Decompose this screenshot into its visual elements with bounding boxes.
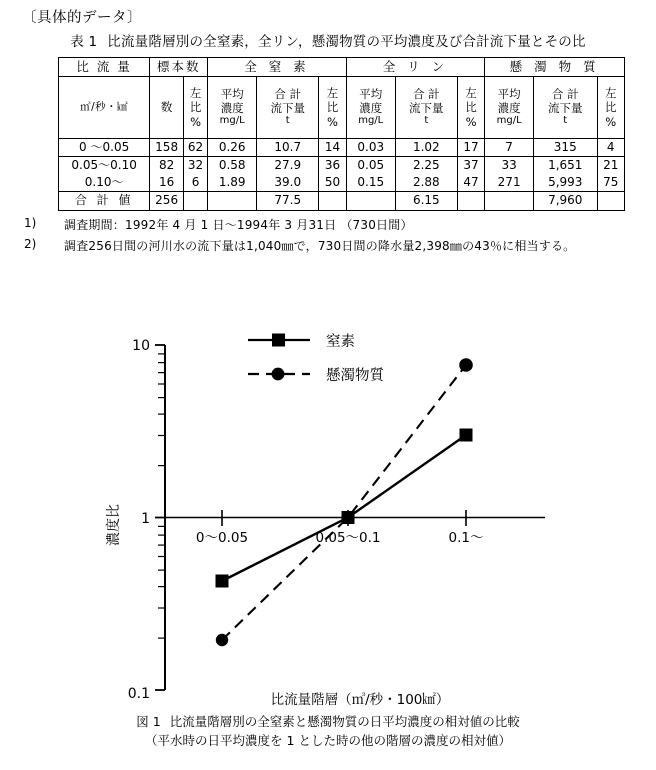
header-ss-ratio bbox=[597, 77, 625, 139]
figure-caption-text1: 比流量階層別の全窒素と懸濁物質の日平均濃度の相対値の比較 bbox=[169, 714, 520, 729]
figure-caption-line2: （平水時の日平均濃度を 1 とした時の他の階層の濃度の相対値） bbox=[145, 733, 511, 749]
cell-p-avg: 0.15 bbox=[346, 174, 395, 192]
x-tick-label-1: 0.05〜0.1 bbox=[315, 530, 381, 546]
y-tick-label-0-1: 0.1 bbox=[127, 686, 150, 702]
header-n-total-l1: 合 計 bbox=[274, 87, 302, 102]
cell-total-samples: 256 bbox=[150, 191, 184, 210]
x-tick-label-0: 0〜0.05 bbox=[195, 530, 249, 546]
cell-total-n-ratio bbox=[319, 191, 346, 210]
legend-label-suspended-solids: 懸濁物質 bbox=[326, 368, 384, 384]
cell-p-avg: 0.05 bbox=[346, 156, 395, 174]
header-phosphorus-group: 全 リ ン bbox=[346, 58, 485, 77]
header-samples-group: 標本数 bbox=[150, 58, 208, 77]
cell-total-p-total: 6.15 bbox=[395, 191, 457, 210]
cell-total-ss-ratio bbox=[597, 191, 625, 210]
cell-p-total: 1.02 bbox=[395, 139, 457, 157]
chart-legend bbox=[248, 333, 384, 384]
table-title-text: 比流量階層別の全窒素，全リン，懸濁物質の平均濃度及び合計流下量とその比 bbox=[107, 34, 586, 50]
cell-samples-ratio: 62 bbox=[183, 139, 207, 157]
table-row bbox=[59, 139, 625, 157]
legend-marker-suspended-solids bbox=[272, 368, 285, 381]
table-title-number: 表 1 bbox=[70, 34, 98, 50]
header-samples-ratio bbox=[183, 77, 207, 139]
header-ss-total-unit: t bbox=[563, 115, 568, 127]
header-p-total-unit: t bbox=[424, 115, 429, 127]
header-p-avg-l2: 濃度 bbox=[359, 101, 383, 116]
cell-n-avg: 1.89 bbox=[208, 174, 257, 192]
header-ss-total-l1: 合 計 bbox=[551, 87, 579, 102]
table-title bbox=[0, 30, 656, 50]
header-ss-ratio-l2: 比 bbox=[605, 100, 617, 115]
figure-caption-number: 図 1 bbox=[136, 714, 161, 729]
cell-ss-avg: 271 bbox=[485, 174, 534, 192]
cell-n-total: 10.7 bbox=[257, 139, 319, 157]
cell-category: 0.10〜 bbox=[59, 174, 150, 192]
header-ss-group: 懸 濁 物 質 bbox=[485, 58, 625, 77]
chart-svg bbox=[0, 320, 656, 710]
cell-ss-ratio: 75 bbox=[597, 174, 625, 192]
header-ss-ratio-l1: 左 bbox=[605, 86, 617, 101]
table-sub-header-row bbox=[59, 77, 625, 139]
y-tick-label-10: 10 bbox=[132, 338, 150, 354]
cell-p-ratio: 37 bbox=[457, 156, 484, 174]
y-minor-ticks-lower bbox=[158, 526, 165, 638]
series-point-suspended-solids bbox=[216, 634, 228, 646]
cell-ss-ratio: 21 bbox=[597, 156, 625, 174]
cell-samples-ratio: 6 bbox=[183, 174, 207, 192]
y-minor-ticks-upper bbox=[158, 354, 165, 466]
cell-category: 0 〜0.05 bbox=[59, 139, 150, 157]
cell-p-total: 2.25 bbox=[395, 156, 457, 174]
x-axis-title: 比流量階層（㎥/秒・100㎢） bbox=[270, 692, 450, 708]
cell-n-ratio: 14 bbox=[319, 139, 346, 157]
header-p-ratio-l1: 左 bbox=[465, 86, 477, 101]
table-row bbox=[59, 156, 625, 174]
series-point-suspended-solids bbox=[459, 358, 473, 372]
legend-label-nitrogen: 窒素 bbox=[326, 334, 355, 350]
header-phosphorus-avg bbox=[346, 77, 395, 139]
cell-ss-total: 315 bbox=[534, 139, 598, 157]
footnote-marker: 1) bbox=[24, 216, 37, 230]
cell-total-p-ratio bbox=[457, 191, 484, 210]
cell-samples: 158 bbox=[150, 139, 184, 157]
header-samples-ratio-l2: 比 bbox=[189, 100, 202, 115]
figure-chart bbox=[0, 320, 656, 710]
header-ss-ratio-l3: % bbox=[605, 114, 617, 129]
cell-total-p-avg bbox=[346, 191, 395, 210]
cell-ss-avg: 7 bbox=[485, 139, 534, 157]
header-p-total-l1: 合 計 bbox=[412, 87, 440, 102]
header-n-avg-l2: 濃度 bbox=[220, 101, 244, 116]
cell-total-samples-ratio bbox=[183, 191, 207, 210]
x-tick-label-2: 0.1〜 bbox=[448, 530, 484, 546]
cell-n-total: 27.9 bbox=[257, 156, 319, 174]
footnotes bbox=[24, 216, 644, 258]
header-phosphorus-total bbox=[395, 77, 457, 139]
cell-samples-ratio: 32 bbox=[183, 156, 207, 174]
series-point-nitrogen bbox=[216, 575, 229, 588]
cell-total-ss-total: 7,960 bbox=[534, 191, 598, 210]
header-n-ratio-l3: % bbox=[327, 114, 338, 129]
cell-n-avg: 0.58 bbox=[208, 156, 257, 174]
series-point-nitrogen bbox=[460, 429, 473, 442]
footnote-item bbox=[24, 216, 644, 233]
header-n-ratio-l1: 左 bbox=[326, 86, 339, 101]
header-nitrogen-ratio bbox=[319, 77, 346, 139]
series-line-suspended-solids bbox=[222, 365, 466, 640]
legend-marker-nitrogen bbox=[272, 334, 285, 347]
cell-p-avg: 0.03 bbox=[346, 139, 395, 157]
header-sample-count: 数 bbox=[150, 77, 184, 139]
cell-total-n-avg bbox=[208, 191, 257, 210]
header-nitrogen-group: 全 窒 素 bbox=[208, 58, 347, 77]
header-samples-ratio-l1: 左 bbox=[189, 86, 202, 101]
header-p-total-l2: 流下量 bbox=[409, 101, 444, 116]
cell-total-n-total: 77.5 bbox=[257, 191, 319, 210]
cell-total-label: 合 計 値 bbox=[59, 191, 150, 210]
data-table bbox=[58, 57, 625, 211]
header-n-avg-unit: mg/L bbox=[219, 115, 245, 127]
header-samples-ratio-l3: % bbox=[190, 114, 202, 129]
figure-caption bbox=[0, 712, 656, 751]
footnote-item bbox=[24, 237, 644, 254]
header-flow-group: 比 流 量 bbox=[59, 58, 150, 77]
y-tick-label-1: 1 bbox=[141, 511, 150, 527]
cell-ss-total: 1,651 bbox=[534, 156, 598, 174]
cell-samples: 16 bbox=[150, 174, 184, 192]
cell-n-ratio: 50 bbox=[319, 174, 346, 192]
cell-p-ratio: 17 bbox=[457, 139, 484, 157]
header-phosphorus-ratio bbox=[457, 77, 484, 139]
header-p-avg-unit: mg/L bbox=[358, 115, 384, 127]
footnote-text: 調査256日間の河川水の流下量は1,040㎜で，730日間の降水量2,398㎜の43％に相当する。 bbox=[64, 239, 576, 253]
section-heading: 〔具体的データ〕 bbox=[22, 10, 142, 26]
header-n-avg-l1: 平均 bbox=[220, 87, 244, 102]
table-row bbox=[59, 174, 625, 192]
cell-category: 0.05〜0.10 bbox=[59, 156, 150, 174]
y-axis-title: 濃度比 bbox=[106, 504, 122, 546]
figure-caption-line1 bbox=[0, 712, 656, 731]
cell-n-total: 39.0 bbox=[257, 174, 319, 192]
footnote-marker: 2) bbox=[24, 237, 37, 251]
cell-ss-avg: 33 bbox=[485, 156, 534, 174]
footnote-text: 調査期間：1992年 4 月 1 日〜1994年 3 月31日 （730日間） bbox=[64, 218, 413, 232]
cell-ss-ratio: 4 bbox=[597, 139, 625, 157]
header-p-avg-l1: 平均 bbox=[359, 87, 383, 102]
cell-samples: 82 bbox=[150, 156, 184, 174]
series-point-nitrogen bbox=[342, 511, 355, 524]
cell-ss-total: 5,993 bbox=[534, 174, 598, 192]
header-n-ratio-l2: 比 bbox=[326, 100, 339, 115]
cell-n-avg: 0.26 bbox=[208, 139, 257, 157]
cell-p-total: 2.88 bbox=[395, 174, 457, 192]
cell-total-ss-avg bbox=[485, 191, 534, 210]
header-p-ratio-l2: 比 bbox=[465, 100, 477, 115]
header-nitrogen-avg bbox=[208, 77, 257, 139]
header-ss-total-l2: 流下量 bbox=[548, 101, 583, 116]
table-total-row bbox=[59, 191, 625, 210]
cell-p-ratio: 47 bbox=[457, 174, 484, 192]
header-flow-unit: ㎥/秒・㎢ bbox=[59, 77, 150, 139]
header-n-total-unit: t bbox=[285, 115, 290, 127]
header-ss-total bbox=[534, 77, 598, 139]
cell-n-ratio: 36 bbox=[319, 156, 346, 174]
series-line-nitrogen bbox=[222, 435, 466, 581]
header-nitrogen-total bbox=[257, 77, 319, 139]
data-table-container bbox=[58, 57, 625, 211]
table-group-header-row bbox=[59, 58, 625, 77]
header-ss-avg-unit: mg/L bbox=[496, 115, 522, 127]
header-ss-avg bbox=[485, 77, 534, 139]
header-n-total-l2: 流下量 bbox=[270, 101, 305, 116]
header-p-ratio-l3: % bbox=[465, 114, 477, 129]
header-ss-avg-l2: 濃度 bbox=[497, 101, 521, 116]
header-ss-avg-l1: 平均 bbox=[497, 87, 521, 102]
